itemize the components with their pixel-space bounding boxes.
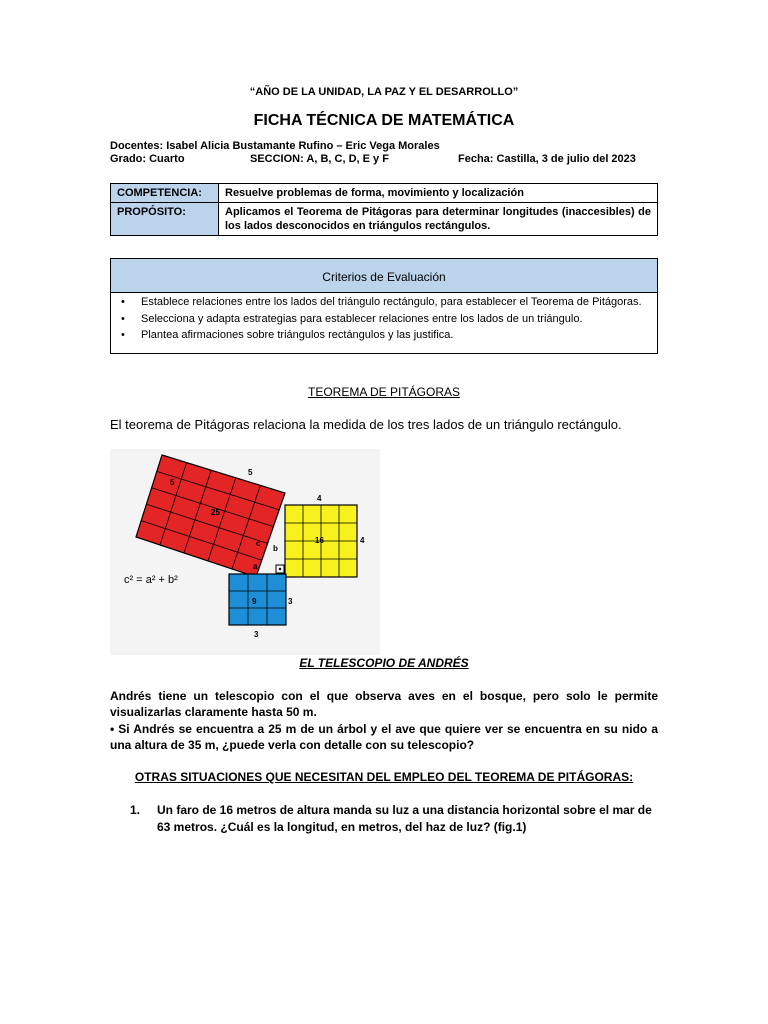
table-row [111,184,658,203]
yellow-side-label: 4 [360,536,365,545]
blue-square [229,574,286,625]
teachers-line: Docentes: Isabel Alicia Bustamante Rufino – Eric Vega Morales [110,140,440,152]
list-item: • Selecciona y adapta estrategias para establecer relaciones entre los lados de un triángulo. [117,312,651,327]
grade-section-date-line [110,153,650,167]
red-side-label: 5 [248,468,253,477]
criteria-title: Criterios de Evaluación [322,270,446,284]
item-text: Un faro de 16 metros de altura manda su luz a una distancia horizontal sobre el mar de 63 metros. ¿Cuál es la longitud, en metros, del haz de luz? (fig.1) [157,803,652,834]
list-item: • Plantea afirmaciones sobre triángulos rectángulos y las justifica. [117,328,651,343]
purpose-key: PROPÓSITO: [111,203,219,236]
theorem-intro: El teorema de Pitágoras relaciona la medida de los tres lados de un triángulo rectángulo. [110,417,622,432]
telescope-paragraph-1: Andrés tiene un telescopio con el que observa aves en el bosque, pero solo le permite visualizarlas claramente hasta 50 m. [110,689,658,719]
item-number: 1. [130,803,141,817]
telescope-heading: EL TELESCOPIO DE ANDRÉS [299,656,469,670]
other-situations-heading: OTRAS SITUACIONES QUE NECESITAN DEL EMPLEO DEL TEOREMA DE PITÁGORAS: [134,770,634,784]
blue-side-label: 3 [288,597,293,606]
blue-area-label: 9 [252,597,257,606]
competency-key: COMPETENCIA: [111,184,219,203]
criteria-box [110,258,658,354]
section-text: SECCION: A, B, C, D, E y F [250,153,389,165]
formula-text: c² = a² + b² [124,574,178,586]
criteria-header [111,259,657,293]
competency-table [110,183,658,236]
yellow-side-label: 4 [317,494,322,503]
table-row [111,203,658,236]
red-area-label: 25 [211,508,220,517]
telescope-paragraph-2: • Si Andrés se encuentra a 25 m de un árbol y el ave que quiere ver se encuentra en su nido a una altura de 35 m, ¿puede verla con detalle con su telescopio? [110,722,658,752]
label-a: a [253,562,258,571]
list-item: • Establece relaciones entre los lados del triángulo rectángulo, para establecer el Teorema de Pitágoras. [117,295,651,310]
yellow-area-label: 16 [315,536,324,545]
theorem-heading: TEOREMA DE PITÁGORAS [307,385,461,399]
pythagoras-figure [110,449,380,655]
date-text: Fecha: Castilla, 3 de julio del 2023 [458,153,636,165]
label-c: c [256,539,261,548]
label-b: b [273,544,278,553]
purpose-value: Aplicamos el Teorema de Pitágoras para determinar longitudes (inaccesibles) de los lados desconocidos en triángulos rectángulos. [219,203,658,236]
grade-text: Grado: Cuarto [110,153,185,165]
blue-side-label: 3 [254,630,259,639]
page-title: FICHA TÉCNICA DE MATEMÁTICA [253,112,515,129]
red-side-label: 5 [170,478,175,487]
competency-value: Resuelve problemas de forma, movimiento y localización [219,184,658,203]
criteria-list [111,293,657,353]
motto: “AÑO DE LA UNIDAD, LA PAZ Y EL DESARROLLO” [249,86,519,98]
